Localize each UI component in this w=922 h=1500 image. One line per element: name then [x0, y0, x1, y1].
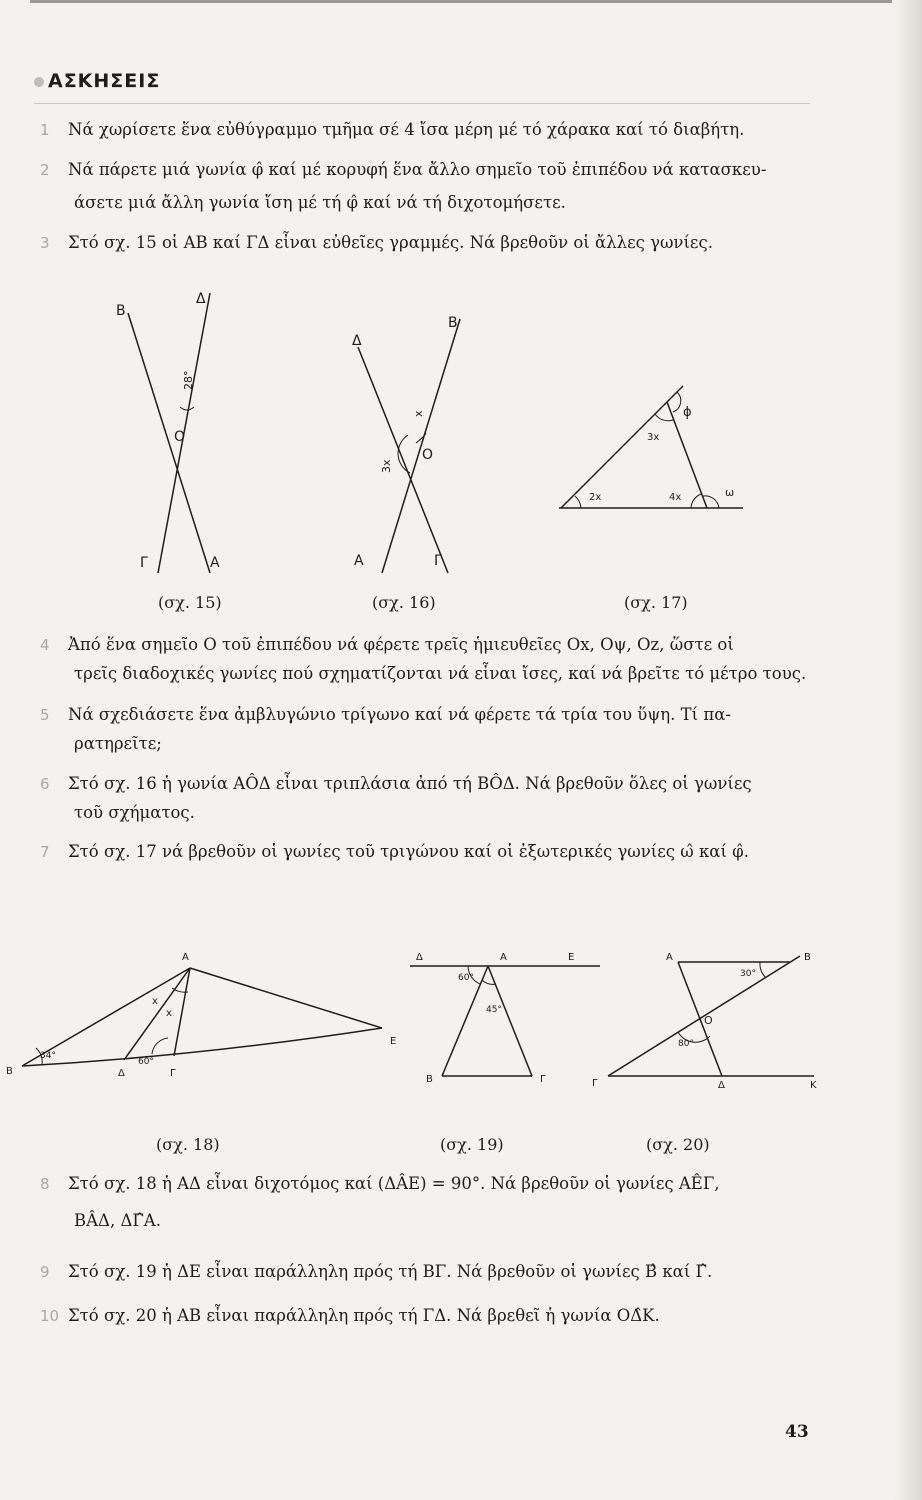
- angle-34: 34°: [40, 1051, 56, 1061]
- exercise-text: Νά πάρετε μιά γωνία φ̂ καί μέ κορυφή ἕνα ἄλλο σημεῖο τοῦ ἐπιπέδου νά κατασκευ-: [68, 160, 767, 179]
- exercise-text: Στό σχ. 16 ἡ γωνία ΑÔΔ εἶναι τριπλάσια ἀπό τή ΒÔΔ. Νά βρεθοῦν ὅλες οἱ γωνίες: [68, 774, 752, 793]
- label-k: Κ: [810, 1080, 817, 1091]
- angle-60: 60°: [458, 973, 474, 983]
- figure-18: [0, 948, 400, 1098]
- label-e: Ε: [568, 952, 575, 963]
- top-rule: [30, 0, 892, 3]
- exercise-6-continuation: τοῦ σχήματος.: [74, 803, 195, 822]
- label-a: Α: [182, 952, 189, 963]
- exercise-5: [40, 703, 731, 727]
- angle-3x: 3x: [647, 432, 660, 443]
- label-g: Γ: [592, 1078, 598, 1089]
- angle-arc-3x: [655, 414, 673, 421]
- exercise-10: [40, 1304, 660, 1328]
- exercise-8-continuation: ΒÂΔ, ΔΓ̂Α.: [74, 1211, 161, 1230]
- exercise-4-continuation: τρεῖς διαδοχικές γωνίες πού σχηματίζονται νά εἶναι ἴσες, καί νά βρεῖτε τό μέτρο τους.: [74, 664, 807, 683]
- label-o: Ο: [704, 1014, 713, 1027]
- bullet-dot-icon: [34, 77, 44, 87]
- exercise-8: [40, 1172, 720, 1196]
- page-edge-shadow: [894, 0, 922, 1500]
- label-b: Β: [426, 1074, 433, 1085]
- caption-fig15: (σχ. 15): [158, 593, 222, 612]
- label-a: Α: [500, 952, 507, 963]
- figure-15: [110, 285, 240, 575]
- caption-fig18: (σχ. 18): [156, 1135, 220, 1154]
- angle-x1: x: [152, 996, 158, 1007]
- exercise-number: 1: [40, 121, 50, 139]
- side-ag: [488, 966, 532, 1076]
- exercise-number: 4: [40, 636, 50, 654]
- line-b-a: [128, 313, 210, 573]
- label-g: Γ: [434, 553, 442, 569]
- exercise-text: Στό σχ. 17 νά βρεθοῦν οἱ γωνίες τοῦ τριγώνου καί οἱ ἐξωτερικές γωνίες ω̂ καί φ̂.: [68, 842, 749, 861]
- label-a: Α: [666, 952, 673, 963]
- page-number: 43: [785, 1422, 809, 1442]
- exercise-5-continuation: ρατηρεῖτε;: [74, 734, 162, 753]
- section-heading: [34, 70, 160, 92]
- label-d: Δ: [718, 1080, 725, 1091]
- angle-arc-4x: [691, 494, 701, 508]
- exercise-number: 7: [40, 843, 50, 861]
- line-d-g: [358, 347, 448, 573]
- figure-19: [406, 950, 606, 1090]
- angle-4x: 4x: [669, 492, 682, 503]
- label-b: Β: [448, 315, 458, 331]
- heading-rule: [34, 103, 810, 104]
- caption-fig19: (σχ. 19): [440, 1135, 504, 1154]
- angle-80: 80°: [678, 1039, 694, 1049]
- label-d: Δ: [352, 333, 362, 349]
- exercise-number: 5: [40, 706, 50, 724]
- angle-arc-30: [760, 962, 766, 978]
- exercise-7: [40, 840, 749, 864]
- angle-60: 60°: [138, 1057, 154, 1067]
- exercise-text: Στό σχ. 15 οἱ ΑΒ καί ΓΔ εἶναι εὐθεῖες γραμμές. Νά βρεθοῦν οἱ ἄλλες γωνίες.: [68, 233, 713, 252]
- exercise-9: [40, 1260, 712, 1284]
- angle-x2: x: [166, 1008, 172, 1019]
- exercise-6: [40, 772, 752, 796]
- exercise-text: Νά σχεδιάσετε ἕνα ἀμβλυγώνιο τρίγωνο καί νά φέρετε τά τρία του ὕψη. Τί πα-: [68, 705, 731, 724]
- exercise-number: 6: [40, 775, 50, 793]
- label-d: Δ: [118, 1068, 125, 1079]
- exercise-number: 8: [40, 1175, 50, 1193]
- angle-x: x: [412, 410, 425, 417]
- exercise-text: Νά χωρίσετε ἕνα εὐθύγραμμο τμῆμα σέ 4 ἴσα μέρη μέ τό χάρακα καί τό διαβήτη.: [68, 120, 745, 139]
- angle-arc: [180, 407, 194, 410]
- label-a: Α: [210, 555, 220, 571]
- exercise-1: [40, 118, 744, 142]
- figure-17: [555, 380, 755, 515]
- exercise-number: 9: [40, 1263, 50, 1281]
- caption-fig17: (σχ. 17): [624, 593, 688, 612]
- exercise-4: [40, 633, 734, 657]
- label-a: Α: [354, 553, 364, 569]
- exercise-text: Στό σχ. 19 ἡ ΔΕ εἶναι παράλληλη πρός τή ΒΓ. Νά βρεθοῦν οἱ γωνίες Β̂ καί Γ̂.: [68, 1262, 713, 1281]
- exercise-2: [40, 158, 766, 182]
- label-g: Γ: [170, 1068, 176, 1079]
- angle-arc-2x: [575, 496, 581, 508]
- exercise-3: [40, 231, 713, 255]
- exercise-number: 10: [40, 1307, 60, 1325]
- exercise-text: Στό σχ. 18 ἡ ΑΔ εἶναι διχοτόμος καί (ΔÂΕ) = 90°. Νά βρεθοῦν οἱ γωνίες ΑÊΓ,: [68, 1174, 720, 1193]
- angle-3x: 3x: [380, 459, 393, 473]
- line-b-a: [382, 319, 460, 573]
- label-b: Β: [804, 952, 811, 963]
- angle-45: 45°: [486, 1005, 502, 1015]
- caption-fig20: (σχ. 20): [646, 1135, 710, 1154]
- label-g: Γ: [140, 555, 148, 571]
- angle-28: 28°: [182, 370, 195, 390]
- figure-20: [590, 946, 825, 1091]
- exercise-text: Ἀπό ἕνα σημεῖο Ο τοῦ ἐπιπέδου νά φέρετε τρεῖς ἡμιευθεῖες Οx, Οψ, Οz, ὥστε οἱ: [68, 635, 734, 654]
- left-side: [561, 386, 683, 508]
- angle-30: 30°: [740, 969, 756, 979]
- line-ag: [174, 968, 190, 1056]
- side-ae: [190, 968, 382, 1028]
- caption-fig16: (σχ. 16): [372, 593, 436, 612]
- label-d: Δ: [196, 291, 206, 307]
- exercise-2-continuation: άσετε μιά ἄλλη γωνία ἴση μέ τή φ̂ καί νά τή διχοτομήσετε.: [74, 193, 566, 212]
- label-o: Ο: [174, 429, 186, 445]
- exercise-number: 2: [40, 161, 50, 179]
- angle-arc-x: [416, 433, 426, 443]
- label-o: Ο: [422, 447, 434, 463]
- figure-16: [340, 305, 470, 575]
- angle-phi: ϕ: [683, 405, 692, 420]
- bisector-ad: [124, 968, 190, 1060]
- exercise-number: 3: [40, 234, 50, 252]
- label-d: Δ: [416, 952, 423, 963]
- label-b: Β: [116, 303, 126, 319]
- angle-omega: ω: [725, 486, 735, 499]
- label-g: Γ: [540, 1074, 546, 1085]
- section-title: ΑΣΚΗΣΕΙΣ: [48, 70, 161, 92]
- label-b: Β: [6, 1066, 13, 1077]
- angle-2x: 2x: [589, 492, 602, 503]
- line-a-d: [678, 962, 722, 1076]
- label-e: Ε: [390, 1036, 397, 1047]
- exercise-text: Στό σχ. 20 ἡ ΑΒ εἶναι παράλληλη πρός τή ΓΔ. Νά βρεθεῖ ἡ γωνία ΟΔ̂Κ.: [68, 1306, 660, 1325]
- angle-arc-g: [152, 1038, 168, 1054]
